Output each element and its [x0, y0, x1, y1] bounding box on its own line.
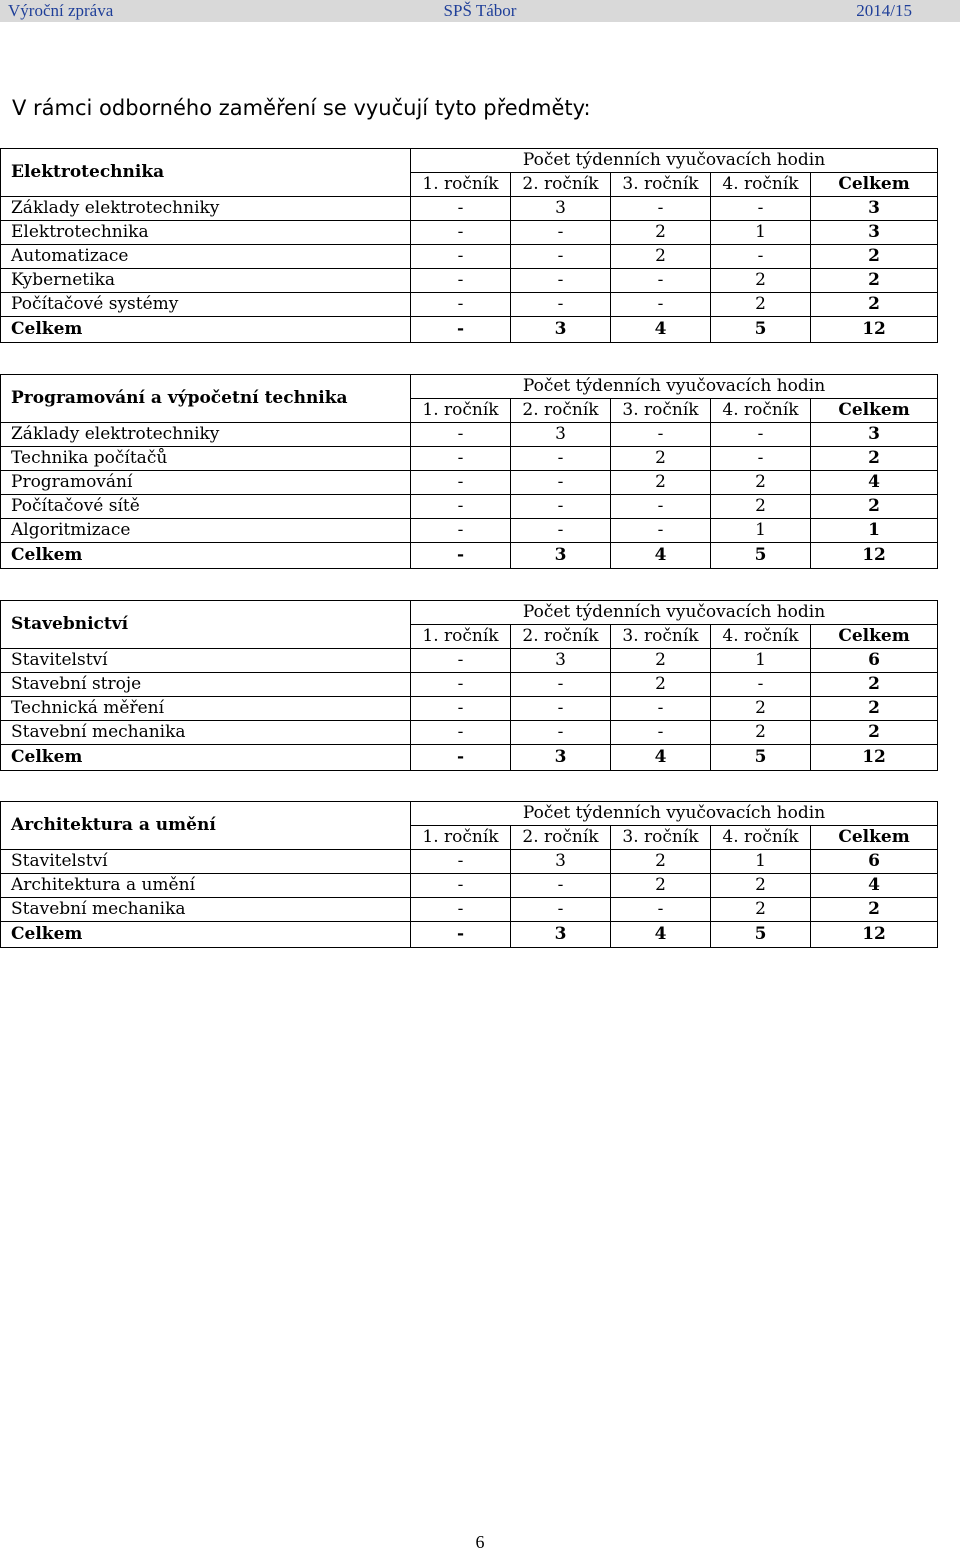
subject-name: Technika počítačů — [1, 447, 411, 471]
sum-hours-cell: 3 — [511, 922, 611, 948]
sum-hours-cell: - — [411, 543, 511, 569]
year-column-header: 1. ročník — [411, 173, 511, 197]
hours-cell: 2 — [611, 850, 711, 874]
hours-cell: - — [711, 423, 811, 447]
page-number: 6 — [475, 1532, 485, 1552]
hours-cell: 2 — [711, 898, 811, 922]
subject-table — [0, 374, 938, 569]
hours-cell: 1 — [711, 649, 811, 673]
hours-cell: - — [611, 269, 711, 293]
hours-cell: - — [411, 197, 511, 221]
table-row — [1, 197, 938, 221]
table-row — [1, 269, 938, 293]
sum-hours-cell: 4 — [611, 922, 711, 948]
subject-name: Stavební mechanika — [1, 898, 411, 922]
year-column-header: 2. ročník — [511, 399, 611, 423]
hours-cell: 1 — [711, 221, 811, 245]
sum-total-cell: 12 — [811, 317, 938, 343]
hours-group-header: Počet týdenních vyučovacích hodin — [411, 375, 938, 399]
hours-cell: 2 — [711, 293, 811, 317]
subject-name: Automatizace — [1, 245, 411, 269]
row-total-cell: 6 — [811, 649, 938, 673]
table-header-row — [1, 601, 938, 625]
sum-hours-cell: 5 — [711, 543, 811, 569]
hours-cell: - — [411, 697, 511, 721]
hours-cell: - — [511, 447, 611, 471]
row-total-cell: 6 — [811, 850, 938, 874]
hours-group-header: Počet týdenních vyučovacích hodin — [411, 802, 938, 826]
hours-cell: 2 — [711, 721, 811, 745]
row-total-cell: 2 — [811, 673, 938, 697]
hours-cell: - — [411, 874, 511, 898]
hours-cell: 2 — [611, 874, 711, 898]
hours-cell: 2 — [611, 649, 711, 673]
year-column-header: 2. ročník — [511, 625, 611, 649]
table-sum-row — [1, 922, 938, 948]
hours-cell: - — [511, 269, 611, 293]
sum-hours-cell: - — [411, 922, 511, 948]
table-header-row — [1, 375, 938, 399]
hours-cell: - — [411, 471, 511, 495]
hours-cell: - — [611, 197, 711, 221]
table-row — [1, 221, 938, 245]
table-title: Programování a výpočetní technika — [1, 375, 411, 423]
table-row — [1, 447, 938, 471]
subject-name: Základy elektrotechniky — [1, 197, 411, 221]
year-column-header: 4. ročník — [711, 826, 811, 850]
sum-hours-cell: 5 — [711, 745, 811, 771]
table-row — [1, 850, 938, 874]
hours-cell: - — [711, 447, 811, 471]
hours-cell: - — [511, 673, 611, 697]
hours-cell: - — [411, 495, 511, 519]
hours-cell: - — [611, 697, 711, 721]
hours-cell: - — [511, 898, 611, 922]
total-column-header: Celkem — [811, 173, 938, 197]
total-column-header: Celkem — [811, 826, 938, 850]
hours-cell: 2 — [711, 471, 811, 495]
table-row — [1, 423, 938, 447]
year-column-header: 1. ročník — [411, 399, 511, 423]
sum-hours-cell: 3 — [511, 317, 611, 343]
subject-name: Stavební stroje — [1, 673, 411, 697]
sum-hours-cell: 3 — [511, 745, 611, 771]
row-total-cell: 2 — [811, 269, 938, 293]
sum-hours-cell: 5 — [711, 317, 811, 343]
hours-cell: 2 — [611, 221, 711, 245]
table-row — [1, 293, 938, 317]
hours-cell: - — [411, 850, 511, 874]
hours-cell: - — [511, 495, 611, 519]
hours-cell: - — [511, 471, 611, 495]
hours-cell: 2 — [711, 697, 811, 721]
row-total-cell: 4 — [811, 874, 938, 898]
table-sum-row — [1, 745, 938, 771]
row-total-cell: 2 — [811, 721, 938, 745]
table-row — [1, 673, 938, 697]
sum-label: Celkem — [1, 745, 411, 771]
hours-cell: - — [511, 721, 611, 745]
sum-label: Celkem — [1, 317, 411, 343]
hours-cell: - — [711, 673, 811, 697]
hours-cell: - — [611, 293, 711, 317]
header-school-name: SPŠ Tábor — [443, 1, 517, 20]
hours-group-header: Počet týdenních vyučovacích hodin — [411, 149, 938, 173]
table-row — [1, 721, 938, 745]
subject-name: Technická měření — [1, 697, 411, 721]
subject-name: Elektrotechnika — [1, 221, 411, 245]
hours-cell: 2 — [711, 269, 811, 293]
hours-cell: 2 — [711, 874, 811, 898]
table-header-row — [1, 802, 938, 826]
year-column-header: 1. ročník — [411, 625, 511, 649]
table-row — [1, 245, 938, 269]
table-row — [1, 874, 938, 898]
table-title: Elektrotechnika — [1, 149, 411, 197]
year-column-header: 1. ročník — [411, 826, 511, 850]
hours-cell: 3 — [511, 850, 611, 874]
subject-name: Kybernetika — [1, 269, 411, 293]
hours-cell: - — [411, 269, 511, 293]
hours-group-header: Počet týdenních vyučovacích hodin — [411, 601, 938, 625]
row-total-cell: 3 — [811, 221, 938, 245]
sum-total-cell: 12 — [811, 745, 938, 771]
hours-cell: - — [511, 874, 611, 898]
row-total-cell: 2 — [811, 245, 938, 269]
hours-cell: - — [411, 898, 511, 922]
hours-cell: - — [511, 221, 611, 245]
year-column-header: 3. ročník — [611, 826, 711, 850]
row-total-cell: 2 — [811, 697, 938, 721]
hours-cell: 2 — [611, 673, 711, 697]
hours-cell: - — [411, 649, 511, 673]
table-row — [1, 495, 938, 519]
hours-cell: - — [611, 519, 711, 543]
subject-name: Základy elektrotechniky — [1, 423, 411, 447]
hours-cell: - — [411, 673, 511, 697]
year-column-header: 3. ročník — [611, 399, 711, 423]
row-total-cell: 4 — [811, 471, 938, 495]
hours-cell: 1 — [711, 519, 811, 543]
year-column-header: 3. ročník — [611, 173, 711, 197]
hours-cell: - — [511, 245, 611, 269]
subject-name: Stavitelství — [1, 649, 411, 673]
hours-cell: - — [411, 447, 511, 471]
hours-cell: - — [411, 423, 511, 447]
table-sum-row — [1, 543, 938, 569]
hours-cell: 2 — [611, 245, 711, 269]
year-column-header: 2. ročník — [511, 826, 611, 850]
hours-cell: - — [411, 519, 511, 543]
sum-label: Celkem — [1, 922, 411, 948]
row-total-cell: 3 — [811, 197, 938, 221]
page-header — [0, 0, 960, 22]
subject-table — [0, 148, 938, 343]
header-school-year: 2014/15 — [856, 1, 912, 20]
table-header-row — [1, 149, 938, 173]
year-column-header: 4. ročník — [711, 399, 811, 423]
subject-name: Architektura a umění — [1, 874, 411, 898]
table-title: Architektura a umění — [1, 802, 411, 850]
table-sum-row — [1, 317, 938, 343]
subject-name: Stavitelství — [1, 850, 411, 874]
sum-hours-cell: 4 — [611, 317, 711, 343]
hours-cell: - — [611, 898, 711, 922]
sum-label: Celkem — [1, 543, 411, 569]
row-total-cell: 2 — [811, 447, 938, 471]
year-column-header: 4. ročník — [711, 173, 811, 197]
row-total-cell: 1 — [811, 519, 938, 543]
sum-hours-cell: 4 — [611, 745, 711, 771]
year-column-header: 4. ročník — [711, 625, 811, 649]
hours-cell: - — [511, 697, 611, 721]
table-title: Stavebnictví — [1, 601, 411, 649]
sum-hours-cell: 5 — [711, 922, 811, 948]
hours-cell: 1 — [711, 850, 811, 874]
total-column-header: Celkem — [811, 399, 938, 423]
sum-hours-cell: 4 — [611, 543, 711, 569]
hours-cell: 3 — [511, 423, 611, 447]
hours-cell: - — [711, 245, 811, 269]
subject-table — [0, 801, 938, 948]
table-row — [1, 649, 938, 673]
subject-name: Algoritmizace — [1, 519, 411, 543]
sum-hours-cell: 3 — [511, 543, 611, 569]
sum-hours-cell: - — [411, 317, 511, 343]
sum-hours-cell: - — [411, 745, 511, 771]
hours-cell: - — [411, 721, 511, 745]
hours-cell: - — [411, 221, 511, 245]
subject-name: Stavební mechanika — [1, 721, 411, 745]
subject-name: Počítačové sítě — [1, 495, 411, 519]
row-total-cell: 3 — [811, 423, 938, 447]
sum-total-cell: 12 — [811, 922, 938, 948]
table-row — [1, 697, 938, 721]
table-row — [1, 898, 938, 922]
year-column-header: 3. ročník — [611, 625, 711, 649]
hours-cell: - — [611, 721, 711, 745]
row-total-cell: 2 — [811, 495, 938, 519]
sum-total-cell: 12 — [811, 543, 938, 569]
hours-cell: - — [611, 495, 711, 519]
subject-table — [0, 600, 938, 771]
hours-cell: - — [411, 245, 511, 269]
hours-cell: - — [711, 197, 811, 221]
hours-cell: 2 — [711, 495, 811, 519]
hours-cell: 3 — [511, 649, 611, 673]
hours-cell: 2 — [611, 447, 711, 471]
hours-cell: - — [611, 423, 711, 447]
row-total-cell: 2 — [811, 293, 938, 317]
hours-cell: - — [511, 293, 611, 317]
table-row — [1, 471, 938, 495]
table-row — [1, 519, 938, 543]
hours-cell: - — [411, 293, 511, 317]
total-column-header: Celkem — [811, 625, 938, 649]
header-document-title: Výroční zpráva — [8, 1, 114, 20]
subject-name: Programování — [1, 471, 411, 495]
row-total-cell: 2 — [811, 898, 938, 922]
hours-cell: - — [511, 519, 611, 543]
hours-cell: 3 — [511, 197, 611, 221]
subject-name: Počítačové systémy — [1, 293, 411, 317]
intro-text: V rámci odborného zaměření se vyučují tyto předměty: — [12, 96, 591, 120]
year-column-header: 2. ročník — [511, 173, 611, 197]
hours-cell: 2 — [611, 471, 711, 495]
